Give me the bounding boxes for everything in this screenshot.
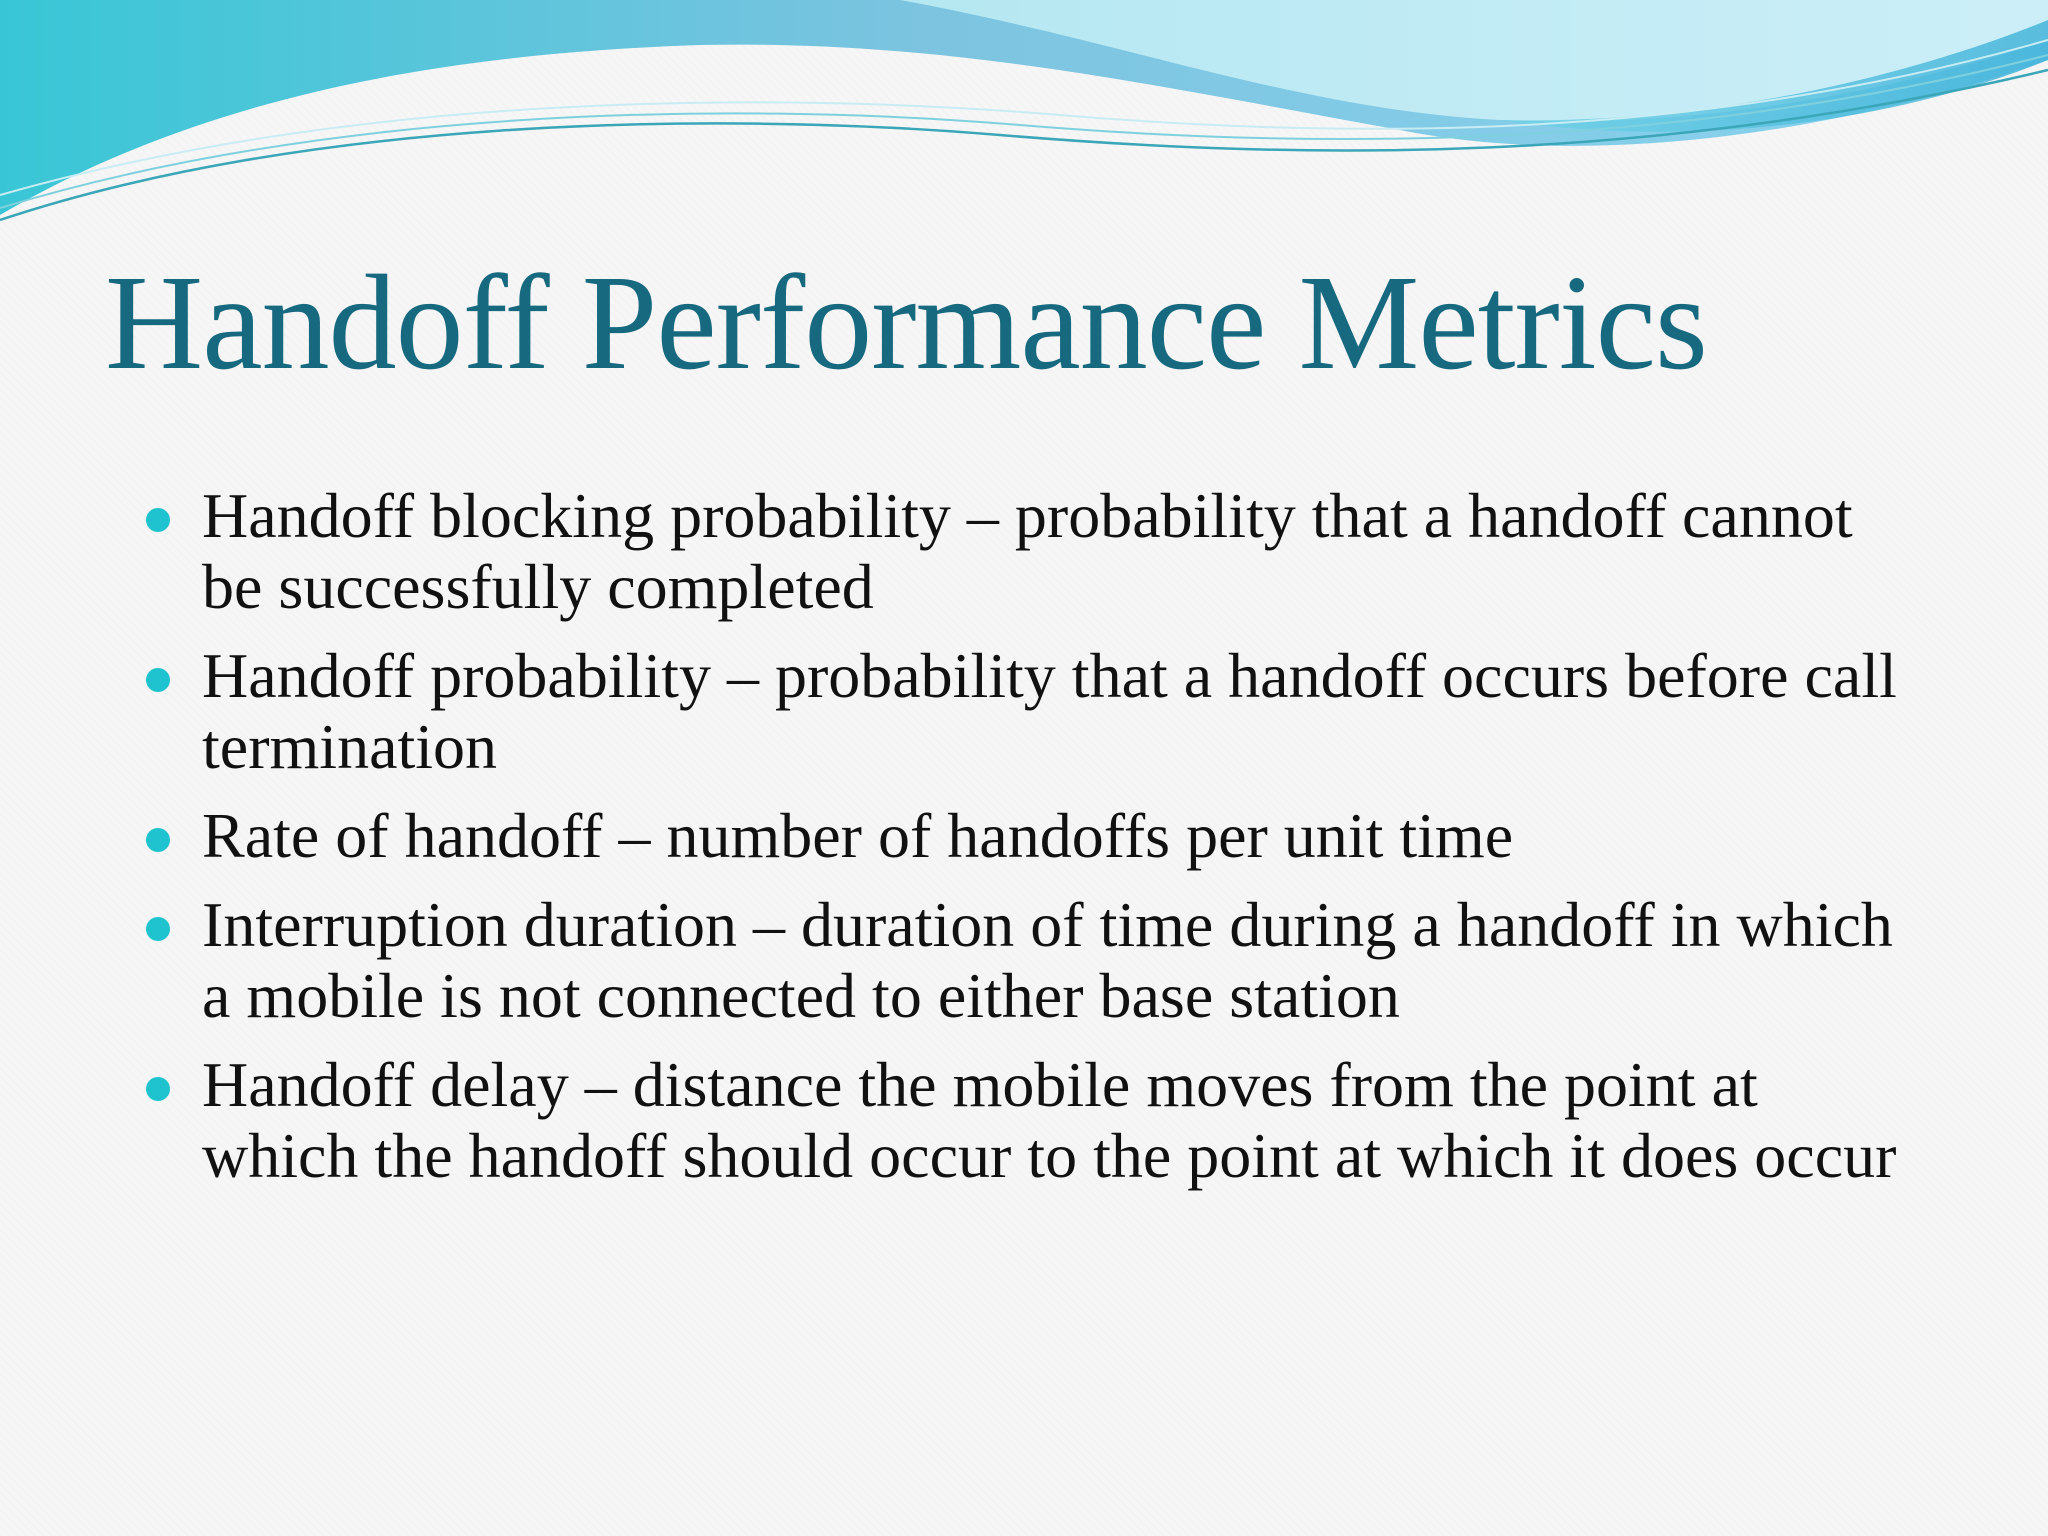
bullet-list	[140, 480, 1920, 1209]
slide-title: Handoff Performance Metrics	[105, 248, 1707, 398]
bullet-marker	[146, 1077, 170, 1101]
bullet-marker	[146, 828, 170, 852]
bullet-item	[140, 480, 1920, 622]
bullet-item	[140, 800, 1920, 871]
bullet-marker	[146, 917, 170, 941]
bullet-text: Handoff delay – distance the mobile moves from the point at which the handoff should occur to the point at which it does occur	[202, 1049, 1897, 1191]
bullet-item	[140, 889, 1920, 1031]
decorative-wave-header	[0, 0, 2048, 240]
bullet-text: Handoff probability – probability that a handoff occurs before call termination	[202, 640, 1897, 782]
bullet-marker	[146, 668, 170, 692]
bullet-item	[140, 640, 1920, 782]
bullet-text: Interruption duration – duration of time during a handoff in which a mobile is not connected to either base station	[202, 889, 1893, 1031]
bullet-marker	[146, 508, 170, 532]
bullet-item	[140, 1049, 1920, 1191]
bullet-text: Handoff blocking probability – probability that a handoff cannot be successfully completed	[202, 480, 1853, 622]
bullet-text: Rate of handoff – number of handoffs per unit time	[202, 800, 1514, 871]
